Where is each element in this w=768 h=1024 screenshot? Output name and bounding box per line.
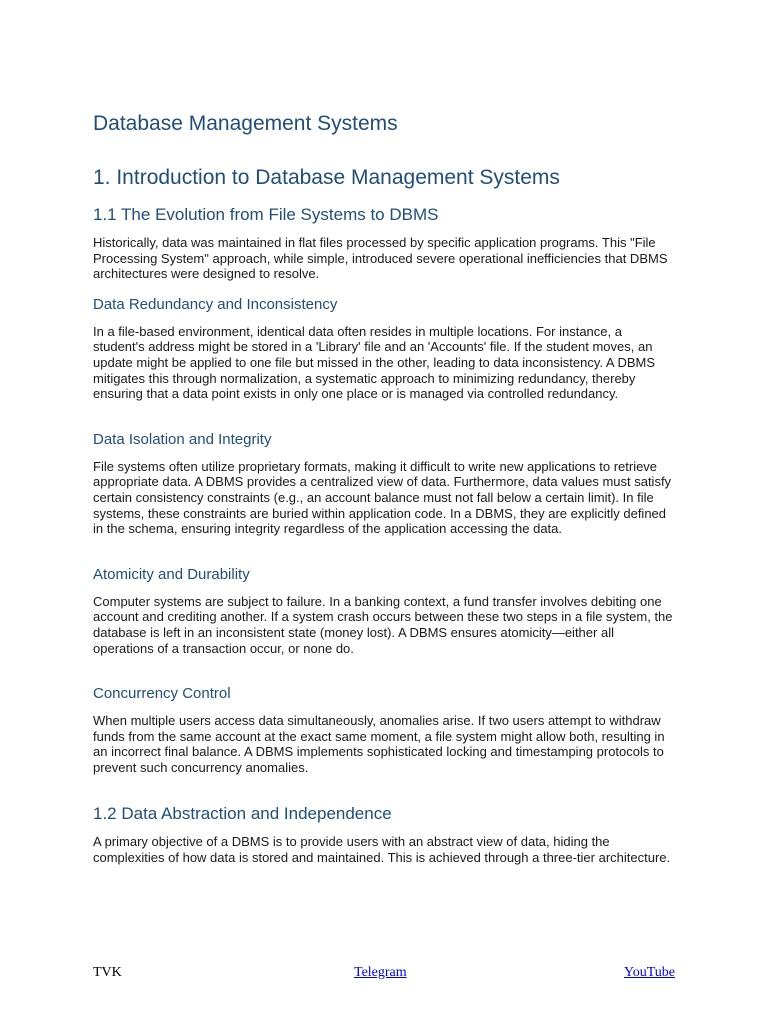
topic-paragraph-data-redundancy: In a file-based environment, identical data often resides in multiple locations. For instance, a student's address might be stored in a 'Library' file and an 'Accounts' file. If the student moves, an update might be applied to one file but missed in the other, leading to data inconsistency. A DBMS mitigates this through normalization, a systematic approach to minimizing redundancy, thereby ensuring that a data point exists in only one place or is managed via controlled redundancy. bbox=[93, 323, 656, 402]
page-footer bbox=[93, 964, 675, 984]
topic-heading-data-redundancy: Data Redundancy and Inconsistency bbox=[93, 295, 338, 313]
section-1-heading: 1. Introduction to Database Management Systems bbox=[93, 166, 560, 189]
footer-author-text: TVK bbox=[93, 965, 122, 980]
topic-paragraph-atomicity: Computer systems are subject to failure. In a banking context, a fund transfer involves debiting one account and crediting another. If a system crash occurs between these two steps in a file system, the database is left in an inconsistent state (money lost). A DBMS ensures atomicity—either all operations of a transaction occur, or none do. bbox=[93, 593, 673, 656]
section-1-2-heading: 1.2 Data Abstraction and Independence bbox=[93, 804, 392, 824]
topic-heading-concurrency: Concurrency Control bbox=[93, 685, 231, 703]
topic-heading-atomicity: Atomicity and Durability bbox=[93, 565, 250, 583]
section-1-1-intro-paragraph: Historically, data was maintained in flat files processed by specific application programs. This "File Processing System" approach, while simple, introduced severe operational inefficiencies that DBMS architectures were designed to resolve. bbox=[93, 235, 668, 282]
document-title: Database Management Systems bbox=[93, 112, 398, 135]
section-1-2-paragraph: A primary objective of a DBMS is to provide users with an abstract view of data, hiding the complexities of how data is stored and maintained. This is achieved through a three-tier architecture. bbox=[93, 834, 671, 866]
footer-telegram-link[interactable]: Telegram bbox=[354, 965, 407, 980]
section-1-1-heading: 1.1 The Evolution from File Systems to DBMS bbox=[93, 205, 439, 224]
topic-paragraph-concurrency: When multiple users access data simultaneously, anomalies arise. If two users attempt to withdraw funds from the same account at the exact same moment, a file system might allow both, resulting in an incorrect final balance. A DBMS implements sophisticated locking and timestamping protocols to prevent such concurrency anomalies. bbox=[93, 713, 665, 775]
document-content bbox=[93, 110, 675, 879]
footer-youtube-link[interactable]: YouTube bbox=[624, 965, 675, 980]
topic-heading-data-isolation: Data Isolation and Integrity bbox=[93, 430, 272, 448]
topic-paragraph-data-isolation: File systems often utilize proprietary formats, making it difficult to write new applications to retrieve appropriate data. A DBMS provides a centralized view of data. Furthermore, data values must satisfy certain consistency constraints (e.g., an account balance must not fall below a certain limit). In file systems, these constraints are buried within application code. In a DBMS, they are explicitly defined in the schema, ensuring integrity regardless of the application accessing the data. bbox=[93, 458, 672, 537]
